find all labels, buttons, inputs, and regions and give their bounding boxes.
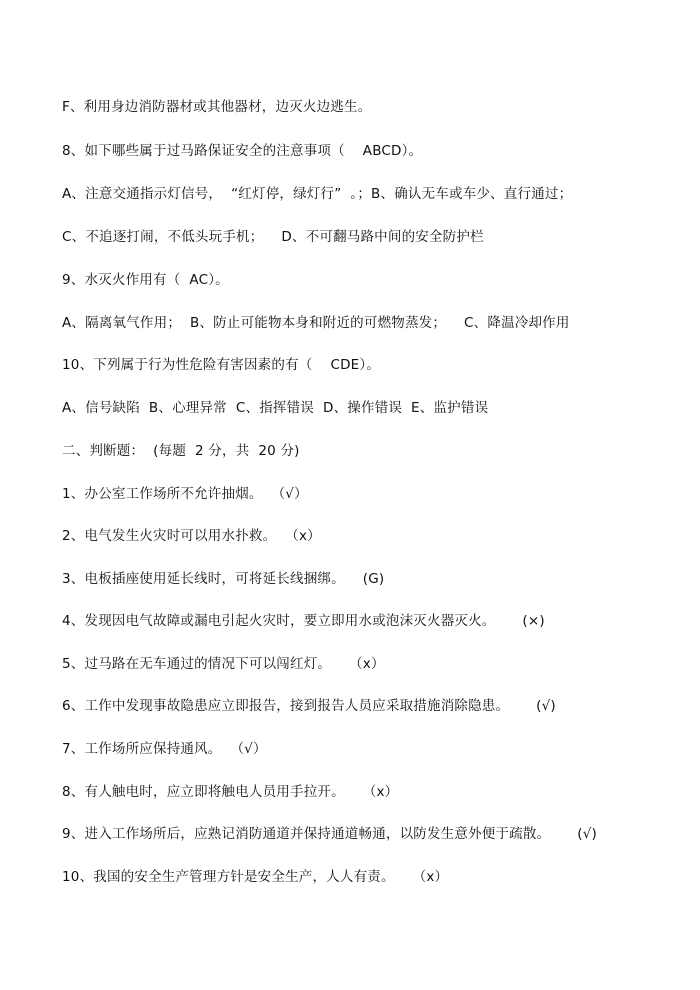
tf-item-10: 10、我国的安全生产管理方针是安全生产，人人有责。 （x） <box>62 869 449 885</box>
answer-option-f: F、利用身边消防器材或其他器材，边灭火边逃生。 <box>62 99 372 115</box>
tf-item-6: 6、工作中发现事故隐患应立即报告，接到报告人员应采取措施消除隐患。 (√) <box>62 698 556 714</box>
section-heading-true-false: 二、判断题： (每题 2 分，共 20 分) <box>62 443 300 459</box>
question-9: 9、水灭火作用有（ AC）。 <box>62 272 229 288</box>
tf-item-5: 5、过马路在无车通过的情况下可以闯红灯。 （x） <box>62 656 385 672</box>
tf-item-7: 7、工作场所应保持通风。 （√） <box>62 741 267 757</box>
tf-item-9: 9、进入工作场所后，应熟记消防通道并保持通道畅通，以防发生意外便于疏散。 (√) <box>62 826 597 842</box>
question-8: 8、如下哪些属于过马路保证安全的注意事项（ ABCD）。 <box>62 143 423 159</box>
tf-item-8: 8、有人触电时，应立即将触电人员用手拉开。 （x） <box>62 784 399 800</box>
question-8-options-ab: A、注意交通指示灯信号， “红灯停，绿灯行” 。；B、确认无车或车少、直行通过； <box>62 186 573 202</box>
question-10: 10、下列属于行为性危险有害因素的有（ CDE）。 <box>62 357 381 373</box>
tf-item-1: 1、办公室工作场所不允许抽烟。 （√） <box>62 486 308 502</box>
tf-item-3: 3、电板插座使用延长线时，可将延长线捆绑。 (G) <box>62 571 385 587</box>
question-8-options-cd: C、不追逐打闹，不低头玩手机； D、不可翻马路中间的安全防护栏 <box>62 229 484 245</box>
question-9-options: A、隔离氧气作用； B、防止可能物本身和附近的可燃物蒸发； C、降温冷却作用 <box>62 315 570 331</box>
tf-item-4: 4、发现因电气故障或漏电引起火灾时，要立即用水或泡沫灭火器灭火。 (×) <box>62 613 545 629</box>
tf-item-2: 2、电气发生火灾时可以用水扑救。 （x） <box>62 528 321 544</box>
question-10-options: A、信号缺陷 B、心理异常 C、指挥错误 D、操作错误 E、监护错误 <box>62 400 489 416</box>
